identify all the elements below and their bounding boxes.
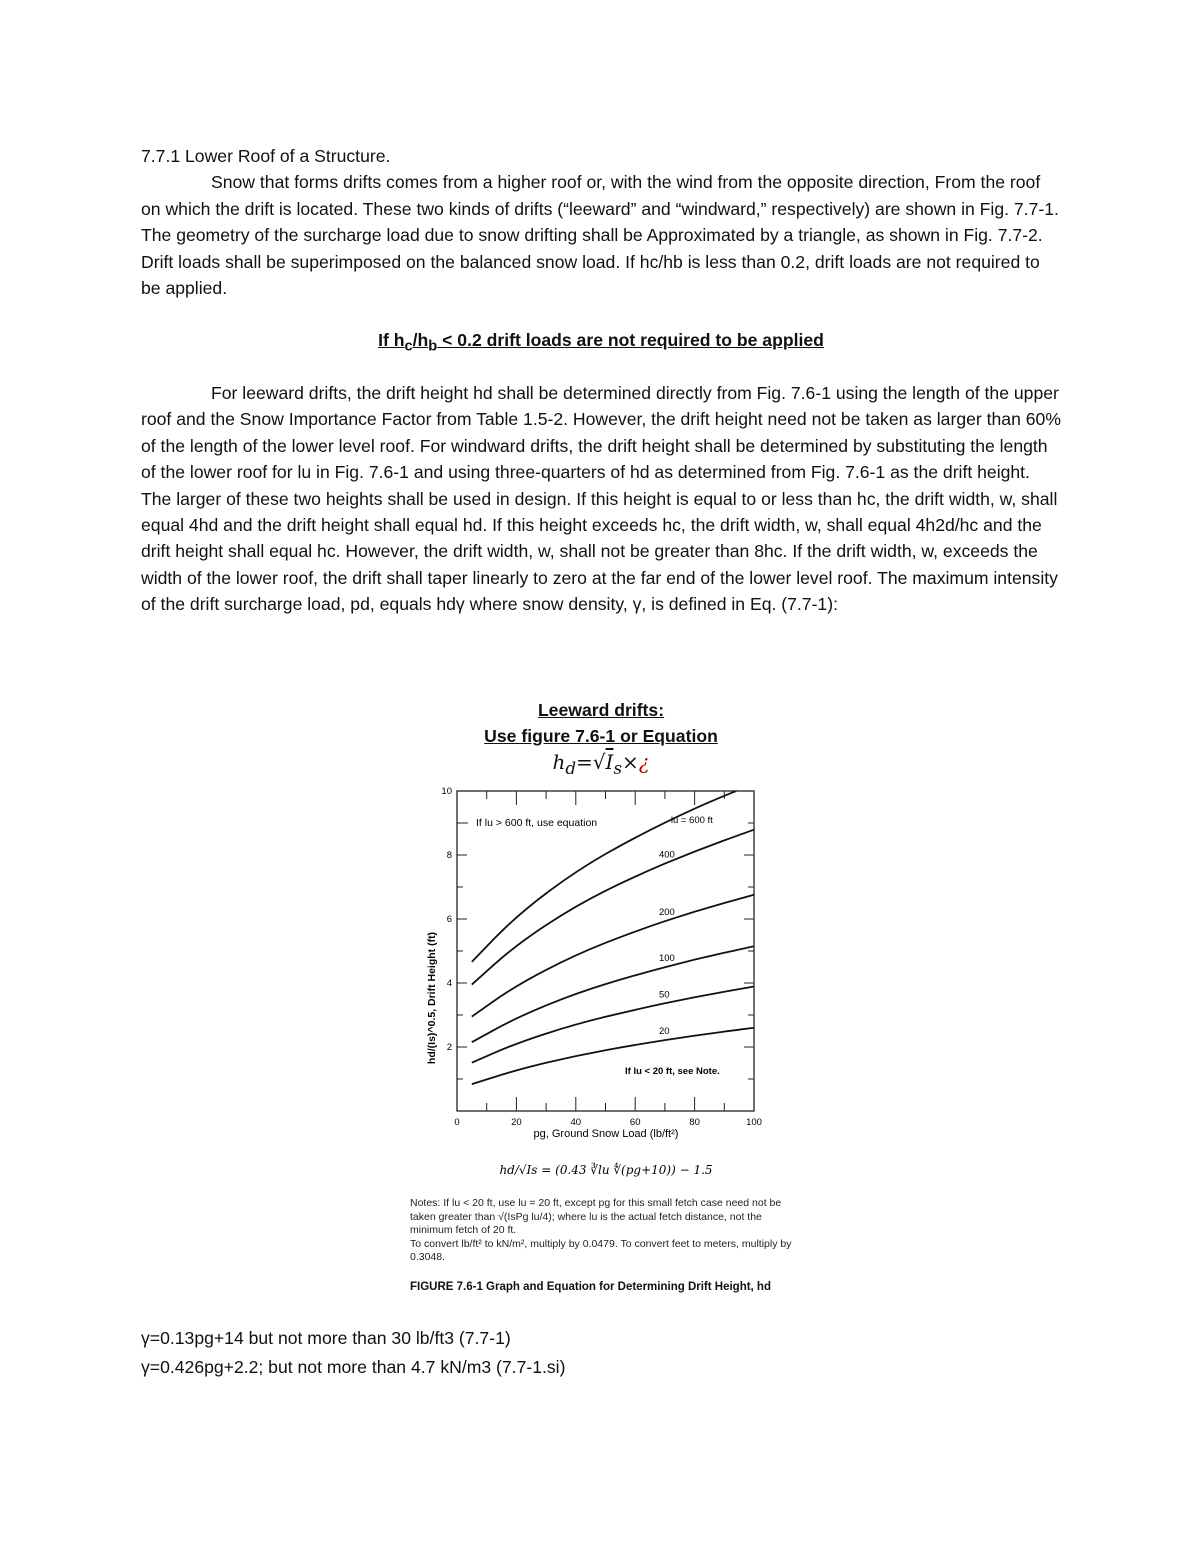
paragraph-2-block — [141, 380, 1061, 618]
y-tick-labels — [441, 786, 452, 1053]
curve-label-200: 200 — [658, 907, 675, 919]
x-tick-label: 100 — [746, 1117, 762, 1128]
figure-caption: FIGURE 7.6-1 Graph and Equation for Determining Drift Height, hd — [410, 1281, 771, 1293]
x-tick-labels — [454, 1117, 762, 1128]
tick-marks — [457, 791, 754, 1111]
y-tick-label: 4 — [446, 978, 452, 989]
equation-2: γ=0.426pg+2.2; but not more than 4.7 kN/m3 (7.7-1.si) — [141, 1357, 566, 1377]
x-tick-label: 0 — [454, 1117, 460, 1128]
plot-frame — [457, 791, 754, 1111]
leeward-title: Leeward drifts: — [537, 700, 665, 720]
chart-xlabel: pg, Ground Snow Load (lb/ft²) — [533, 1128, 679, 1140]
x-tick-label: 80 — [689, 1117, 700, 1128]
y-tick-label: 10 — [441, 786, 452, 797]
section-text — [141, 143, 1061, 301]
curve-lu-50 — [472, 987, 754, 1063]
equation-1: γ=0.13pg+14 but not more than 30 lb/ft3 (7.7-1) — [141, 1328, 511, 1348]
curve-label-20: 20 — [658, 1026, 670, 1038]
leeward-heading — [141, 697, 1061, 782]
x-tick-label: 40 — [570, 1117, 582, 1128]
chart-equation: hd/√Is = (0.43 ∛lu ∜(pg+10)) − 1.5 — [499, 1163, 713, 1177]
paragraph-1: Snow that forms drifts comes from a higher roof or, with the wind from the opposite direction, From the roof on which the drift is located. These two kinds of drifts (“leeward” and “windward,” respectively) are shown in Fig. 7.7-1. The geometry of the surcharge load due to snow drifting shall be Approximated by a triangle, as shown in Fig. 7.7-2. Drift loads shall be superimposed on the balanced snow load. If hc/hb is less than 0.2, drift loads are not required to be applied. — [141, 172, 1059, 299]
figure-notes-line1: Notes: If lu < 20 ft, use lu = 20 ft, except pg for this small fetch case need not be taken greater than √(IsPg lu/4); where lu is the actual fetch distance, not the minimum fetch of 20 ft. — [410, 1197, 782, 1236]
section-heading: 7.7.1 Lower Roof of a Structure. — [141, 146, 391, 166]
chart-note-bottom: If lu < 20 ft, see Note. — [625, 1066, 720, 1077]
x-tick-label: 20 — [511, 1117, 522, 1128]
curves — [472, 791, 754, 1084]
density-equations — [141, 1324, 565, 1382]
curve-label-400: 400 — [658, 849, 675, 861]
chart-ylabel: hd/(Is)^0.5, Drift Height (ft) — [426, 931, 438, 1065]
y-tick-label: 2 — [446, 1042, 452, 1053]
paragraph-2: For leeward drifts, the drift height hd shall be determined directly from Fig. 7.6-1 using the length of the upper roof and the Snow Importance Factor from Table 1.5-2. However, the drift height need not be taken as larger than 60% of the length of the lower level roof. For windward drifts, the drift height shall be determined by substituting the length of the lower roof for lu in Fig. 7.6-1 and using three-quarters of hd as determined from Fig. 7.6-1 as the drift height. The larger of these two heights shall be used in design. If this height is equal to or less than hc, the drift width, w, shall equal 4hd and the drift height shall equal hd. If this height exceeds hc, the drift width, w, shall equal 4h2d/hc and the drift height shall equal hc. However, the drift width, w, shall not be greater than 8hc. If the drift width, w, exceeds the width of the lower roof, the drift shall taper linearly to zero at the far end of the lower level roof. The maximum intensity of the drift surcharge load, pd, equals hdγ where snow density, γ, is defined in Eq. (7.7-1): — [141, 383, 1061, 615]
figure-notes — [410, 1197, 802, 1265]
leeward-subtitle: Use figure 7.6-1 or Equation — [484, 726, 718, 746]
figure-notes-line2: To convert lb/ft² to kN/m², multiply by 0.0479. To convert feet to meters, multiply by 0.3048. — [410, 1237, 792, 1263]
y-tick-label: 8 — [446, 850, 452, 861]
curve-label-50: 50 — [658, 989, 670, 1001]
x-tick-label: 60 — [629, 1117, 641, 1128]
drift-rule: If $h_c/h_b < 0.2$ drift loads are not required to be applied — [378, 330, 824, 355]
y-tick-label: 6 — [446, 914, 452, 925]
drift-height-chart — [400, 780, 820, 1180]
curve-label-100: 100 — [658, 953, 675, 965]
curve-label-600: lu = 600 ft — [670, 815, 713, 826]
leeward-formula: $h_d=√I_s\times¿$ — [552, 750, 650, 778]
chart-note-top: If lu > 600 ft, use equation — [476, 817, 598, 829]
